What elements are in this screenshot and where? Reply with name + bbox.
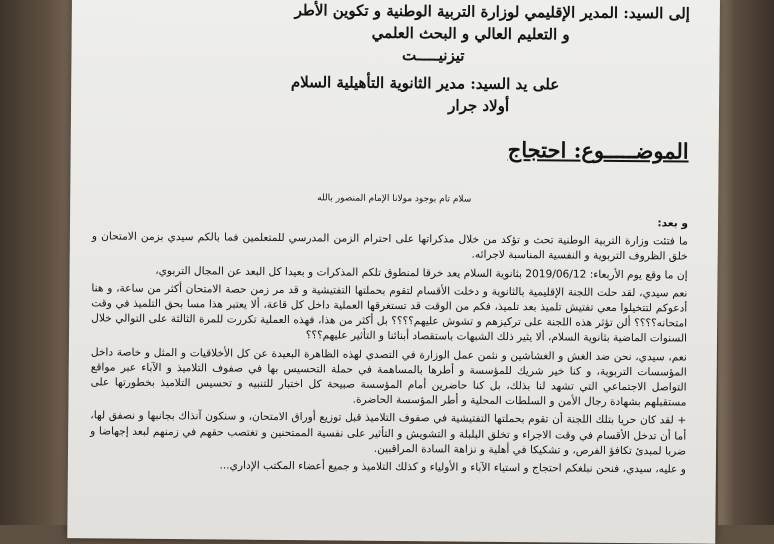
paragraph-4: نعم، سيدي، نحن ضد الغش و الغشاشين و نثمن عمل الوزارة في التصدي لهذه الظاهرة البعيدة عن كل الأخلاقيات و المثل و خاصة داخل المؤسسات التربوية، و كنا خير شريك للمؤسسة و أطرها بالمساهمة في حملة التحسيس بها في صفوف التلاميذ و الآباء عبر مواقع التواصل الاجتماعي التي تشهد لنا بذلك، بل كنا حاضرين أمام المؤسسة صبيحة كل اختبار للتنبيه و تحسيس التلاميذ بخطورتها على مستقبلهم بشهادة رجال الأمن و السلطات المحلية و أطر المؤسسة الحاضرة. (90, 345, 687, 409)
via-line: على يد السيد: مدير الثانوية التأهيلية السلام (290, 73, 560, 94)
letter-page (67, 0, 720, 544)
paragraph-1: ما فتئت وزارة التربية الوطنية تحث و تؤكد من خلال مذكراتها على احترام الزمن المدرسي للمتعلمين فما بالكم سيدي بزمن الامتحان و خلق الظروف التربوية و النفسية المناسبة لاجرائه. (91, 230, 688, 263)
opening: و بعد: (657, 217, 689, 230)
subject-heading: الموضـــــوع: احتجاج (507, 136, 689, 164)
recipient-line-2: و التعليم العالي و البحث العلمي (371, 23, 570, 44)
paragraph-2: إن ما وقع يوم الأربعاء: 2019/06/12 بثانوية السلام يعد خرقا لمنطوق تلكم المذكرات و بعيدا كل البعد عن المجال التربوي، (155, 264, 688, 282)
recipient-line-1: إلى السيد: المدير الإقليمي لوزارة التربية الوطنية و تكوين الأطر (294, 1, 690, 23)
desk-surface-right (718, 0, 774, 525)
salutation: سلام تام بوجود مولانا الإمام المنصور بالله (317, 193, 472, 205)
paragraph-5: + لقد كان حريا بتلك اللجنة أن تقوم بحملتها التفتيشية في صفوف التلاميذ قبل توزيع أوراق الامتحان، و سنكون آنذاك بجانبها و نصفق لها، أما أن تدخل الأقسام في وقت الاجراء و تخلق البلبلة و التشويش و التأثير على نفسية الممتحنين و تغتصب حقهم في زمنهم لبعد إجهاضا و ضربا لمبدئ تكافؤ الفرص، و تشكيكا في أهلية و نزاهة السادة المراقبين. (90, 409, 687, 458)
recipient-city: تيزنيـــــت (402, 46, 465, 65)
paragraph-6: و عليه، سيدي، فنحن نبلغكم احتجاج و استياء الآباء و الأولياء و كذلك التلاميذ و جميع أعضاء المكتب الإداري... (219, 459, 686, 476)
via-city: أولاد جرار (448, 96, 510, 115)
letter-body (90, 211, 688, 480)
desk-surface-left (0, 0, 78, 525)
paragraph-3: نعم سيدي، لقد حلت اللجنة الإقليمية بالثانوية و دخلت الأقسام لتقوم بحملتها التفتيشية و قد مر زمن حصة الامتحان أكثر من ساعة، و هنا أدعوكم لتتخيلوا معي تفتيش تلميذ بعد تلميذ، فكم من الوقت قد تستغرقها العملية داخل كل قاعة، ألا يعتبر هذا مسا بحق التلميذ في وقت امتحانه؟؟؟؟ ألن تؤثر هذه اللجنة على تركيزهم و تشوش عليهم؟؟؟؟ بل أكثر من هذا، فهذه العملية تكررت للمرة الثالثة على التوالي خلال السنوات الماضية بثانوية السلام، ألا يثير ذلك الشبهات باستقصاد أبنائنا و التأثير عليهم؟؟؟ (91, 282, 688, 345)
